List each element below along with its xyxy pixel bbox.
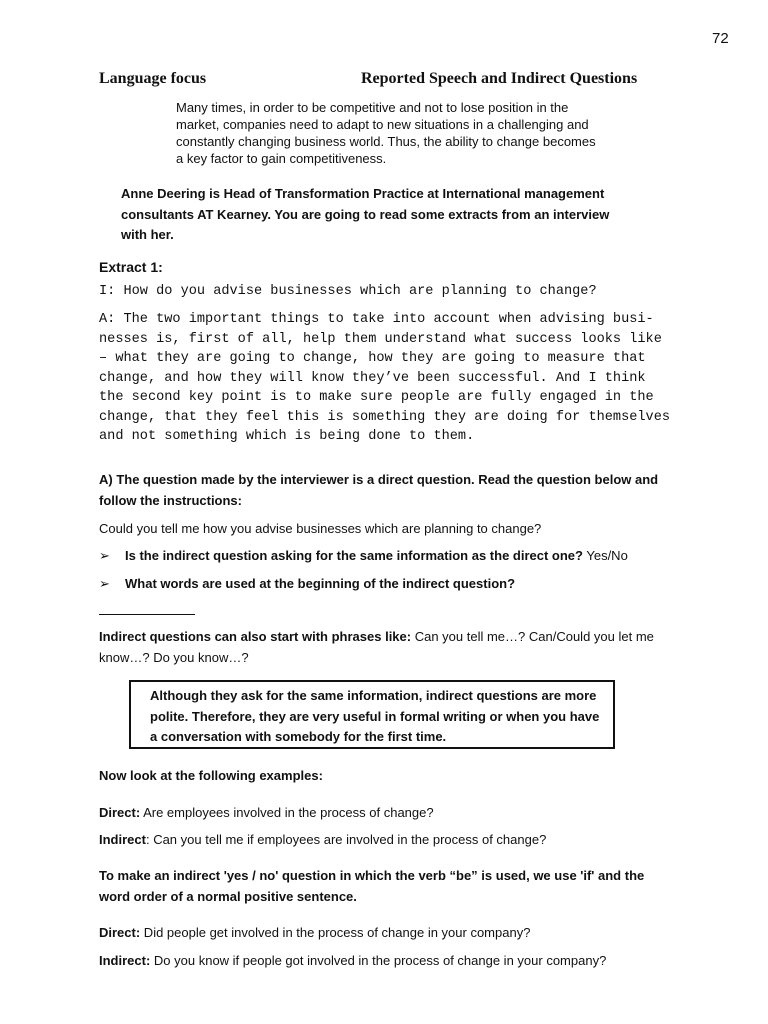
arrow-bullet-icon: ➢ [99, 576, 110, 591]
direct-label: Direct: [99, 925, 141, 940]
indirect-starters-label: Indirect questions can also start with phrases like: [99, 629, 412, 644]
bullet-item [99, 545, 628, 566]
example-indirect [99, 829, 546, 850]
direct-label: Direct: [99, 805, 141, 820]
bullet-item [99, 573, 515, 594]
example-direct [99, 922, 530, 943]
indirect-label: Indirect [99, 832, 146, 847]
intro-paragraph: Many times, in order to be competitive and not to lose position in the market, companies need to adapt to new situations in a challenging and constantly changing business world. Thus, the ability to change becomes a key factor to gain competitiveness. [176, 100, 596, 166]
bullet-question: Is the indirect question asking for the same information as the direct one? [125, 548, 583, 563]
yes-no-rule: To make an indirect 'yes / no' question in which the verb “be” is used, we use 'if' and the word order of a normal positive sentence. [99, 868, 645, 904]
note-box: Although they ask for the same information, indirect questions are more polite. Therefore, they are very useful in formal writing or when you have a conversation with somebody for the first time. [129, 680, 615, 749]
arrow-bullet-icon: ➢ [99, 548, 110, 563]
example-direct [99, 802, 434, 823]
indirect-label: Indirect: [99, 953, 151, 968]
direct-text: Are employees involved in the process of change? [140, 805, 434, 820]
interview-answer: A: The two important things to take into account when advising busi- nesses is, first of all, help them understand what success looks like – what they are going to change, how they are going to measure that change, and how they will know they’ve been successful. And I think the second key point is to make sure people are fully engaged in the change, that they feel this is something they are doing for themselves and not something which is being done to them. [99, 312, 671, 444]
answer-blank-line [99, 614, 195, 615]
extract-heading: Extract 1: [99, 259, 163, 275]
section-a-instruction: A) The question made by the interviewer is a direct question. Read the question below and follow the instructions: [99, 472, 659, 508]
direct-text: Did people get involved in the process of change in your company? [140, 925, 531, 940]
page-number: 72 [712, 30, 729, 47]
indirect-question-example: Could you tell me how you advise businesses which are planning to change? [99, 521, 542, 536]
interview-question: I: How do you advise businesses which are planning to change? [99, 284, 597, 299]
example-indirect [99, 950, 606, 971]
indirect-starters [99, 626, 674, 668]
indirect-text: : Can you tell me if employees are involved in the process of change? [145, 832, 547, 847]
indirect-text: Do you know if people got involved in the process of change in your company? [150, 953, 607, 968]
bullet-answer-options: Yes/No [582, 548, 628, 563]
bio-paragraph: Anne Deering is Head of Transformation Practice at International management consultants AT Kearney. You are going to read some extracts from an interview with her. [121, 186, 610, 242]
bullet-question: What words are used at the beginning of the indirect question? [125, 576, 516, 591]
page-title: Reported Speech and Indirect Questions [361, 70, 638, 87]
section-label: Language focus [99, 70, 207, 87]
examples-heading: Now look at the following examples: [99, 768, 323, 783]
indirect-starters-text: Can you tell me…? Can/Could you let me know…? Do you know…? [99, 629, 654, 665]
